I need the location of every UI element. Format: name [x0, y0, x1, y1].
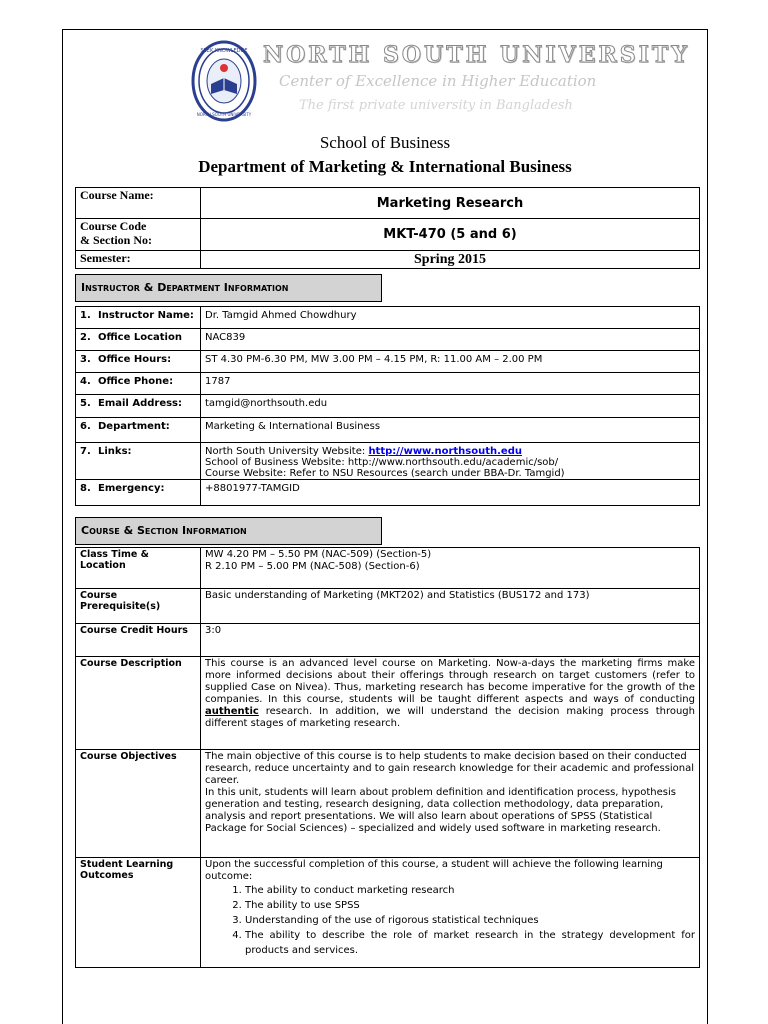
description-value: This course is an advanced level course on Marketing. Now-a-days the marketing firms make more informed decisions about their offerings through research on target customers (refer to supplied Case on Nivea). Thus, marketing research has become imperative for the growth of the companies. In this course, students will be taught different aspects and ways of conducting authentic research. In addition, we will understand the decision making process through different stages of marketing research.	[201, 657, 700, 750]
list-item: 4. The ability to describe the role of market research in the strategy development for products and services.	[245, 928, 695, 958]
instructor-info-table: 1. Instructor Name: Dr. Tamgid Ahmed Chowdhury 2. Office Location NAC839 3. Office Hours: ST 4.30 PM-6.30 PM, MW 3.00 PM – 4.15 PM, R: 11.00 AM – 2.00 PM 4. Office Phone: 1787 5. Email Address: tamgid@northsouth.edu 6. Department: Marketing & International Business 7. Links: North South University Website: http://www.northsouth.edu School of Business Website: http://www.northsouth.edu/academic/sob/ Course Website: Refer to NSU Resources (search under BBA-Dr. Tamgid) 8. Emergency: +8801977-TAMGID	[75, 306, 700, 506]
credit-hours-label: Course Credit Hours	[76, 624, 201, 657]
document-page	[62, 29, 708, 1024]
objectives-label: Course Objectives	[76, 750, 201, 858]
course-info-table	[75, 187, 700, 269]
semester-value: Spring 2015	[201, 251, 700, 269]
course-code-label: Course Code & Section No:	[76, 219, 201, 251]
instructor-name: Dr. Tamgid Ahmed Chowdhury	[201, 307, 700, 329]
office-location: NAC839	[201, 329, 700, 351]
university-seal-icon	[191, 40, 257, 122]
class-time-value: MW 4.20 PM – 5.50 PM (NAC-509) (Section-5) R 2.10 PM – 5.00 PM (NAC-508) (Section-6)	[201, 548, 700, 589]
office-phone: 1787	[201, 373, 700, 395]
semester-label: Semester:	[76, 251, 201, 269]
university-subtagline: The first private university in Bangladesh	[299, 98, 573, 113]
school-title: School of Business	[319, 133, 451, 152]
credit-hours-value: 3:0	[201, 624, 700, 657]
list-item: 1. The ability to conduct marketing research	[245, 883, 695, 898]
course-section-heading: Course & Section Information	[75, 517, 382, 545]
list-item: 3. Understanding of the use of rigorous statistical techniques	[245, 913, 695, 928]
course-name-value: Marketing Research	[201, 188, 700, 219]
university-tagline: Center of Excellence in Higher Education	[279, 72, 597, 90]
learning-outcomes-value: Upon the successful completion of this course, a student will achieve the following learning outcome: 1. The ability to conduct marketing research 2. The ability to use SPSS 3. Understanding of the use of rigorous statistical techniques 4. The ability to describe the role of market research in the strategy development for products and services.	[201, 858, 700, 968]
sob-website-text: School of Business Website: http://www.northsouth.edu/academic/sob/	[205, 457, 559, 468]
course-name-label: Course Name:	[76, 188, 201, 219]
learning-outcomes-list	[205, 883, 695, 958]
class-time-label: Class Time & Location	[76, 548, 201, 589]
course-section-table	[75, 547, 700, 968]
objectives-value: The main objective of this course is to help students to make decision based on their conducted research, reduce uncertainty and to gain research knowledge for their academic and professional career. In this unit, students will learn about problem definition and identification process, hypothesis generation and testing, research designing, data collection methodology, data preparation, analysis and report presentations. We will also learn about operations of SPSS (Statistical Package for Social Sciences) – specialized and widely used software in marketing research.	[201, 750, 700, 858]
course-code-value: MKT-470 (5 and 6)	[201, 219, 700, 251]
instructor-section-heading: Instructor & Department Information	[75, 274, 382, 302]
email-address[interactable]: tamgid@northsouth.edu	[201, 395, 700, 418]
department-title: Department of Marketing & International Business	[198, 157, 572, 176]
links-cell: North South University Website: http://www.northsouth.edu School of Business Website: http://www.northsouth.edu/academic/sob/ Course Website: Refer to NSU Resources (search under BBA-Dr. Tamgid)	[201, 443, 700, 480]
nsu-website-link[interactable]: http://www.northsouth.edu	[368, 446, 522, 457]
office-hours: ST 4.30 PM-6.30 PM, MW 3.00 PM – 4.15 PM, R: 11.00 AM – 2.00 PM	[201, 351, 700, 373]
course-website-text: Course Website: Refer to NSU Resources (search under BBA-Dr. Tamgid)	[205, 468, 565, 479]
svg-text:NORTH SOUTH UNIVERSITY: NORTH SOUTH UNIVERSITY	[196, 112, 252, 117]
department-value: Marketing & International Business	[201, 418, 700, 443]
svg-text:SEEK KNOWLEDGE: SEEK KNOWLEDGE	[200, 48, 248, 54]
prerequisite-value: Basic understanding of Marketing (MKT202) and Statistics (BUS172 and 173)	[201, 589, 700, 624]
description-label: Course Description	[76, 657, 201, 750]
university-name: NORTH SOUTH UNIVERSITY	[263, 42, 691, 68]
learning-outcomes-label: Student Learning Outcomes	[76, 858, 201, 968]
list-item: 2. The ability to use SPSS	[245, 898, 695, 913]
emergency-contact: +8801977-TAMGID	[201, 480, 700, 506]
prerequisite-label: Course Prerequisite(s)	[76, 589, 201, 624]
